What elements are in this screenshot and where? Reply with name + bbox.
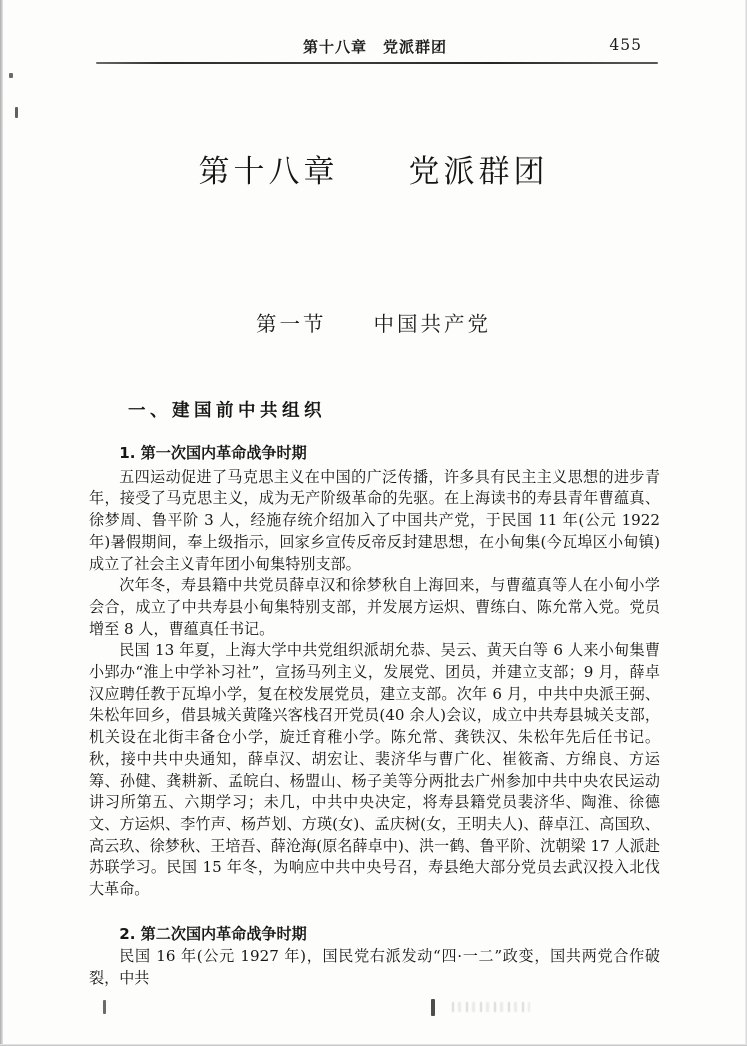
- chapter-title: 第十八章 党派群团: [198, 154, 549, 190]
- scan-artifact-bottom-tick-1: [103, 1000, 106, 1014]
- scan-artifact-bottom-tick-2: [431, 999, 435, 1016]
- running-header: [90, 36, 660, 58]
- paragraph-1: 五四运动促进了马克思主义在中国的广泛传播，许多具有民主主义思想的进步青年，接受了马克思主义，成为无产阶级革命的先驱。在上海读书的寿县青年曹蕴真、徐梦周、鲁平阶 3 人，经施存统介绍加入了中国共产党，于民国 11 年(公元 1922 年)暑假期间，奉上级指示，回家乡宣传反帝反封建思想，在小甸集(今瓦埠区小甸镇)成立了社会主义青年团小甸集特别支部。: [89, 467, 660, 573]
- page-number: 455: [609, 36, 642, 54]
- subsection-title: 一、建国前中共组织: [128, 401, 326, 421]
- paragraph-2: 次年冬，寿县籍中共党员薛卓汉和徐梦秋自上海回来，与曹蕴真等人在小甸小学会合，成立了中共寿县小甸集特别支部，并发展方运炽、曹练白、陈允常入党。党员增至 8 人，曹蕴真任书记。: [89, 576, 660, 638]
- scan-artifact-left-tick: [15, 107, 18, 118]
- running-header-title: 第十八章 党派群团: [302, 38, 447, 56]
- paragraph-4: 民国 16 年(公元 1927 年)，国民党右派发动“四·一二”政变，国共两党合作破裂，中共: [89, 947, 660, 988]
- header-rule: [96, 62, 658, 64]
- scan-artifact-dot: [9, 73, 13, 78]
- heading-period-2: 2. 第二次国内革命战争时期: [119, 924, 307, 943]
- scan-artifact-smudge: [452, 1002, 530, 1012]
- section-title: 第一节 中国共产党: [256, 312, 491, 336]
- paragraph-3: 民国 13 年夏，上海大学中共党组织派胡允恭、吴云、黄天白等 6 人来小甸集曹小郢办“淮上中学补习社”，宣扬马列主义，发展党、团员，并建立支部；9 月，薛卓汉应聘任教于瓦埠小学，复在校发展党员，建立支部。次年 6 月，中共中央派王弼、朱松年回乡，借县城关黄隆兴客栈召开党员(40 余人)会议，成立中共寿县城关支部，机关设在北街丰备仓小学，旋迁育稚小学。陈允常、龚铁汉、朱松年先后任书记。秋，接中共中央通知，薛卓汉、胡宏让、裴济华与曹广化、崔筱斋、方绵良、方运筹、孙健、龚耕新、孟皖白、杨盟山、杨子美等分两批去广州参加中共中央农民运动讲习所第五、六期学习；未几，中共中央决定，将寿县籍党员裴济华、陶淮、徐德文、方运炽、李竹声、杨芦划、方瑛(女)、孟庆树(女，王明夫人)、薛卓江、高国玖、高云玖、徐梦秋、王培吾、薛沧海(原名薛卓中)、洪一鹤、鲁平阶、沈朝梁 17 人派赴苏联学习。民国 15 年冬，为响应中共中央号召，寿县绝大部分党员去武汉投入北伐大革命。: [89, 641, 660, 899]
- body-text: [89, 443, 660, 990]
- heading-period-1: 1. 第一次国内革命战争时期: [119, 444, 307, 462]
